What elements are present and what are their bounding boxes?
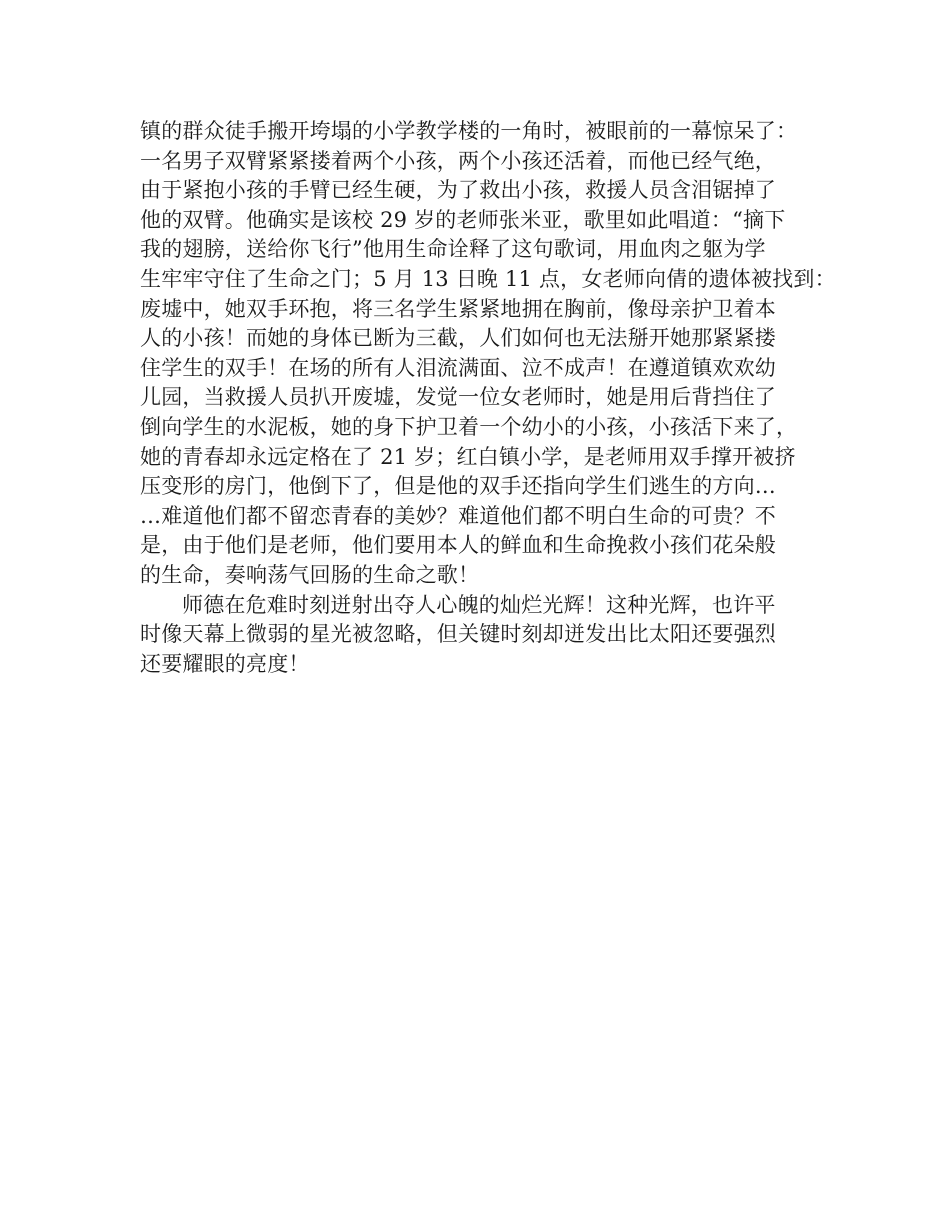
text-line: 我的翅膀，送给你飞行”他用生命诠释了这句歌词，用血肉之躯为学 bbox=[140, 237, 766, 262]
text-line: 生牢牢守住了生命之门；5 月 13 日晚 11 点，女老师向倩的遗体被找到： bbox=[140, 266, 836, 291]
paragraph-2 bbox=[140, 591, 840, 680]
text-line: 是，由于他们是老师，他们要用本人的鲜血和生命挽救小孩们花朵般 bbox=[140, 533, 776, 558]
text-line: 人的小孩！而她的身体已断为三截，人们如何也无法掰开她那紧紧搂 bbox=[140, 326, 776, 351]
text-line: 时像天幕上微弱的星光被忽略，但关键时刻却迸发出比太阳还要强烈 bbox=[140, 622, 776, 647]
text-line: 废墟中，她双手环抱，将三名学生紧紧地拥在胸前，像母亲护卫着本 bbox=[140, 296, 776, 321]
text-line: 由于紧抱小孩的手臂已经生硬，为了救出小孩，救援人员含泪锯掉了 bbox=[140, 178, 776, 203]
text-line: 镇的群众徒手搬开垮塌的小学教学楼的一角时，被眼前的一幕惊呆了： bbox=[140, 119, 798, 143]
text-line: 还要耀眼的亮度！ bbox=[140, 651, 310, 676]
paragraph-1 bbox=[140, 117, 840, 591]
text-line: 倒向学生的水泥板，她的身下护卫着一个幼小的小孩，小孩活下来了， bbox=[140, 414, 798, 439]
text-line: 压变形的房门，他倒下了，但是他的双手还指向学生们逃生的方向… bbox=[140, 474, 776, 499]
text-line: 他的双臂。他确实是该校 29 岁的老师张米亚，歌里如此唱道：“摘下 bbox=[140, 207, 786, 232]
text-line: …难道他们都不留恋青春的美妙？难道他们都不明白生命的可贵？不 bbox=[140, 503, 776, 528]
text-line: 她的青春却永远定格在了 21 岁；红白镇小学，是老师用双手撑开被挤 bbox=[140, 444, 796, 469]
text-line: 的生命，奏响荡气回肠的生命之歌！ bbox=[140, 562, 480, 587]
document-body bbox=[140, 117, 840, 679]
text-line: 住学生的双手！在场的所有人泪流满面、泣不成声！在遵道镇欢欢幼 bbox=[140, 355, 776, 380]
text-line: 儿园，当救援人员扒开废墟，发觉一位女老师时，她是用后背挡住了 bbox=[140, 385, 776, 410]
text-line: 一名男子双臂紧紧搂着两个小孩，两个小孩还活着，而他已经气绝， bbox=[140, 148, 776, 173]
text-line: 师德在危难时刻迸射出夺人心魄的灿烂光辉！这种光辉，也许平 bbox=[182, 592, 776, 617]
